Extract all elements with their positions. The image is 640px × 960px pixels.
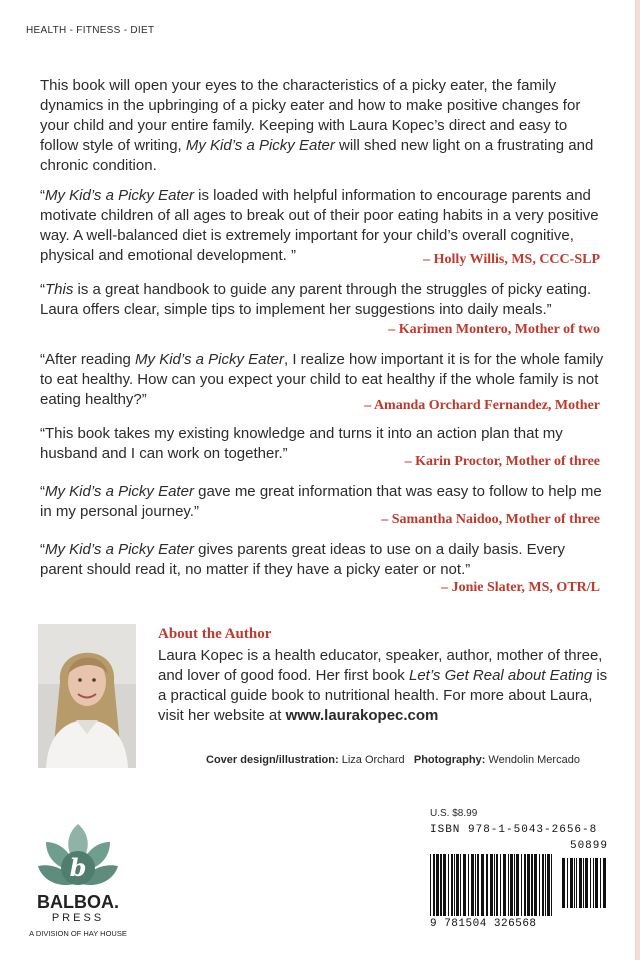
barcode-bar <box>496 854 498 916</box>
price-label: U.S. $8.99 <box>430 808 478 819</box>
publisher-division: A DIVISION OF HAY HOUSE <box>29 929 127 938</box>
barcode-bar <box>468 854 469 916</box>
publisher-name: BALBOA. <box>37 892 119 912</box>
quote-emphasis: My Kid’s a Picky Eater <box>45 187 194 204</box>
isbn-barcode <box>430 854 556 916</box>
attribution-6: – Jonie Slater, MS, OTR/L <box>441 580 600 595</box>
barcode-bar <box>500 854 501 916</box>
quote-open: “ <box>40 483 45 500</box>
quote-open: “ <box>40 541 45 558</box>
barcode-bar <box>451 854 453 916</box>
intro-paragraph <box>40 76 606 176</box>
barcode-bar <box>440 854 442 916</box>
barcode-bar <box>545 854 546 916</box>
barcode-bar <box>433 854 435 916</box>
barcode-bar <box>579 858 582 908</box>
attribution-5: – Samantha Naidoo, Mother of three <box>381 512 600 527</box>
quote-emphasis: My Kid’s a Picky Eater <box>45 541 194 558</box>
credits-line <box>206 754 580 766</box>
about-author-heading: About the Author <box>158 626 272 642</box>
barcode-bar <box>585 858 588 908</box>
barcode-bar <box>603 858 606 908</box>
barcode-bar <box>593 858 594 908</box>
about-book-title: Let’s Get Real about Eating <box>408 667 593 684</box>
barcode-bar <box>576 858 577 908</box>
quote-emphasis: My Kid’s a Picky Eater <box>135 351 284 368</box>
intro-text-end: will shed new light on a frustrating and chronic condition. <box>40 137 594 174</box>
intro-text: This book will open your eyes to the characteristics of a picky eater, the family dynamics in the upbringing of a picky eater and how to make positive changes for your child and your entire family. Keeping with Laura Kopec’s direct and easy to follow style of writing, <box>40 77 581 154</box>
photo-credit-label: Photography: <box>413 754 486 766</box>
quote-body: , I realize how important it is for the whole family to eat healthy. How can you expect your child to eat healthy if the whole family is not eating healthy?” <box>40 351 604 408</box>
barcode-bar <box>574 858 575 908</box>
quote-body: “This book takes my existing knowledge and turns it into an action plan that my husband and I can work on together.” <box>40 425 563 462</box>
logo-letter: b <box>69 853 87 882</box>
barcode-bar <box>595 858 598 908</box>
barcode-bar <box>443 854 446 916</box>
attribution-2: – Karimen Montero, Mother of two <box>388 322 600 337</box>
publisher-sub: PRESS <box>51 912 105 924</box>
addon-number: 50899 <box>569 840 608 852</box>
cover-edge <box>635 0 640 960</box>
barcode-bar <box>531 854 533 916</box>
barcode-bar <box>430 854 431 916</box>
barcode-bar <box>475 854 476 916</box>
barcode-bar <box>514 854 515 916</box>
attribution-3: – Amanda Orchard Fernandez, Mother <box>364 398 600 413</box>
about-text-mid: is a practical guide book to nutritional health. For more about Laura, visit her website at <box>158 667 608 724</box>
barcode-bar <box>436 854 439 916</box>
about-text-start: Laura Kopec is a health educator, speaker, author, mother of three, and lover of good food. Her first book <box>158 647 603 684</box>
barcode-bar <box>490 854 493 916</box>
quote-open: “After reading <box>40 351 136 368</box>
quote-open: “ <box>40 281 45 298</box>
quote-body: gives parents great ideas to use on a daily basis. Every parent should read it, no matter if they have a picky eater or not.” <box>40 541 565 578</box>
barcode-bar <box>454 854 455 916</box>
barcode-bar <box>481 854 484 916</box>
attribution-4: – Karin Proctor, Mother of three <box>404 454 600 469</box>
barcode-bar <box>521 854 522 916</box>
barcode-number: 9 781504 326568 <box>430 918 537 930</box>
barcode-bar <box>570 858 573 908</box>
author-photo <box>38 624 136 768</box>
barcode-bar <box>460 854 461 916</box>
cover-credit-name: Liza Orchard <box>341 754 405 766</box>
barcode-bar <box>600 858 601 908</box>
quote-emphasis: My Kid’s a Picky Eater <box>45 483 194 500</box>
barcode-bar <box>508 854 509 916</box>
barcode-bar <box>516 854 519 916</box>
barcode-bar <box>547 854 550 916</box>
barcode-bar <box>527 854 530 916</box>
barcode-bar <box>539 854 540 916</box>
barcode-bar <box>471 854 474 916</box>
quote-emphasis: This <box>45 281 74 298</box>
barcode-bar <box>456 854 459 916</box>
barcode-bar <box>583 858 584 908</box>
quote-body: gave me great information that was easy to follow to help me in my personal journey.” <box>40 483 602 520</box>
barcode-bar <box>448 854 449 916</box>
testimonial-2 <box>40 280 606 320</box>
barcode-bar <box>486 854 488 916</box>
about-author-text <box>158 646 608 726</box>
barcode-bar <box>524 854 526 916</box>
barcode-bar <box>503 854 506 916</box>
quote-body: is a great handbook to guide any parent through the struggles of picky eating. Laura offers clear, simple tips to implement her suggestions into daily meals.” <box>40 281 592 318</box>
barcode-bar <box>534 854 537 916</box>
cover-credit-label: Cover design/illustration: <box>206 754 339 766</box>
barcode-bar <box>477 854 479 916</box>
barcode-block <box>430 808 608 934</box>
barcode-bar <box>463 854 466 916</box>
barcode-bar <box>510 854 513 916</box>
barcode-bar <box>590 858 591 908</box>
intro-book-title: My Kid’s a Picky Eater <box>185 137 335 154</box>
author-website-link[interactable]: www.laurakopec.com <box>285 707 439 724</box>
isbn-label: ISBN 978-1-5043-2656-8 <box>430 824 598 836</box>
barcode-bar <box>542 854 544 916</box>
photo-credit-name: Wendolin Mercado <box>488 754 580 766</box>
category-label: HEALTH - FITNESS - DIET <box>26 25 155 36</box>
barcode-bar <box>562 858 565 908</box>
attribution-1: – Holly Willis, MS, CCC-SLP <box>423 252 600 267</box>
quote-open: “ <box>40 187 45 204</box>
testimonial-6 <box>40 540 606 580</box>
barcode-bar <box>551 854 552 916</box>
quote-body: is loaded with helpful information to encourage parents and motivate children of all ages to break out of their poor eating habits in a very positive way. A well-balanced diet is extremely important for your child’s overall cognitive, physical and emotional development. ” <box>40 187 599 264</box>
barcode-bar <box>567 858 568 908</box>
barcode-bar <box>494 854 495 916</box>
addon-barcode <box>562 858 606 908</box>
publisher-logo <box>18 822 138 942</box>
